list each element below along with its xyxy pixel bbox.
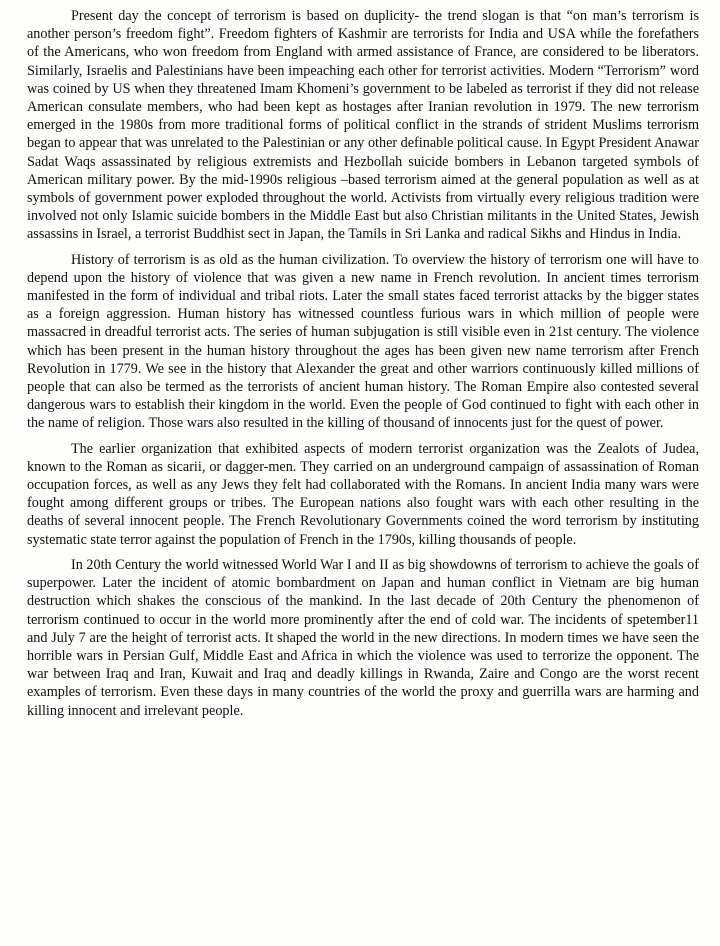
paragraph-early-organizations: The earlier organization that exhibited aspects of modern terrorist organization was the Zealots of Judea, known to the Roman as sicarii, or dagger-men. They carried on an underground campaign of assassination of Roman occupation forces, as well as any Jews they felt had collaborated with the Romans. In ancient India many wars were fought among different groups or tribes. The European nations also fought wars with each other resulting in the deaths of several innocent people. The French Revolutionary Governments coined the word terrorism by instituting systematic state terror against the population of French in the 1790s, killing thousands of people.	[27, 440, 699, 548]
paragraph-history: History of terrorism is as old as the human civilization. To overview the history of terrorism one will have to depend upon the history of violence that was given a new name in French revolution. In ancient times terrorism manifested in the form of individual and tribal riots. Later the small states faced terrorist attacks by the bigger states as a foreign aggression. Human history has witnessed countless furious wars in which million of people were massacred in dreadful terrorist acts. The series of human subjugation is still visible even in 21st century. The violence which has been present in the human history throughout the ages has been given new name terrorism after French Revolution in 1779. We see in the history that Alexander the great and other warriors continuously killed millions of people that can also be termed as the terrorists of ancient human history. The Roman Empire also contested several dangerous wars to establish their kingdom in the world. Even the people of God continued to fight with each other in the name of religion. Those wars also resulted in the killing of thousand of innocents just for the quest of power.	[27, 251, 699, 432]
document-body	[27, 7, 699, 727]
paragraph-intro: Present day the concept of terrorism is based on duplicity- the trend slogan is that “on man’s terrorism is another person’s freedom fight”. Freedom fighters of Kashmir are terrorists for India and USA while the forefathers of the Americans, who won freedom from England with armed assistance of France, are considered to be liberators. Similarly, Israelis and Palestinians have been impeaching each other for terrorist activities. Modern “Terrorism” word was coined by US when they threatened Imam Khomeni’s government to be labeled as terrorist if they did not release American consulate members, who had been kept as hostages after Iranian revolution in 1979. The new terrorism emerged in the 1980s from more traditional forms of political conflict in the strands of strident Muslims terrorism began to appear that was unrelated to the Palestinian or any other definable political cause. In Egypt President Anawar Sadat Waqs assassinated by religious extremists and Hezbollah suicide bombers in Lebanon targeted symbols of American military power. By the mid-1990s religious –based terrorism aimed at the general population as well as at symbols of government power exploded throughout the world. Activists from virtually every religious tradition were involved not only Islamic suicide bombers in the Middle East but also Christian militants in the United States, Jewish assassins in Israel, a terrorist Buddhist sect in Japan, the Tamils in Sri Lanka and radical Sikhs and Hindus in India.	[27, 8, 699, 243]
paragraph-20th-century: In 20th Century the world witnessed World War I and II as big showdowns of terrorism to achieve the goals of superpower. Later the incident of atomic bombardment on Japan and human conflict in Vietnam are big human destruction which shakes the conscious of the mankind. In the last decade of 20th Century the phenomenon of terrorism continued to occur in the world more prominently after the end of cold war. The incidents of spetember11 and July 7 are the height of terrorist acts. It shaped the world in the new directions. In modern times we have seen the horrible wars in Persian Gulf, Middle East and Africa in which the violence was used to terrorize the opponent. The war between Iraq and Iran, Kuwait and Iraq and deadly killings in Rwanda, Zaire and Congo are the worst recent examples of terrorism. Even these days in many countries of the world the proxy and guerrilla wars are harming and killing innocent and irrelevant people.	[27, 556, 699, 719]
